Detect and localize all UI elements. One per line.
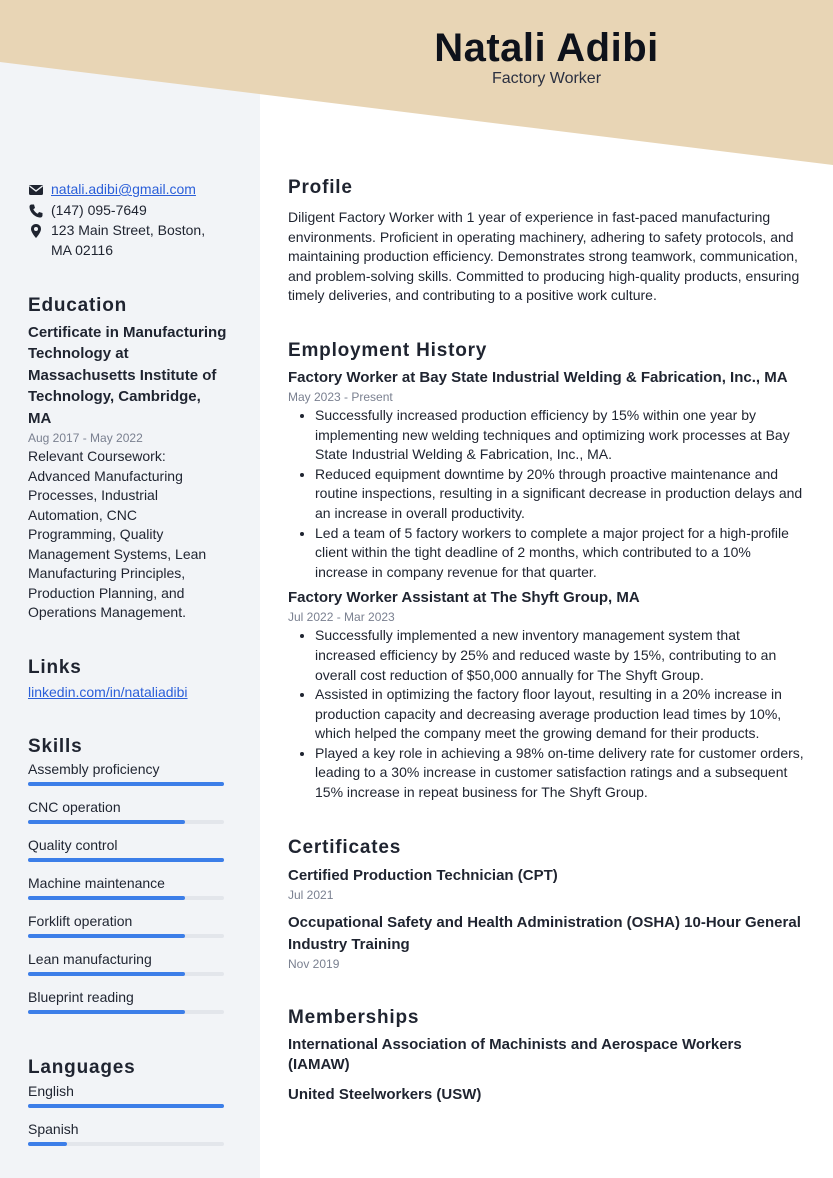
- contact-phone-row: [28, 201, 228, 221]
- skill-bar: [28, 896, 224, 900]
- memberships-heading: Memberships: [288, 1007, 420, 1029]
- profile-text: Diligent Factory Worker with 1 year of experience in fast-paced manufacturing environments. Proficient in operating machinery, adhering to safety protocols, and maintaining production efficiency. Demonstrates strong teamwork, communication, and problem-solving skills. Committed to producing high-quality products, ensuring timely deliveries, and contributing to a positive work culture.: [288, 209, 800, 304]
- links-list: [28, 683, 228, 703]
- skills-list: [28, 758, 228, 1024]
- job-bullet: • Successfully increased production efficiency by 15% within one year by implementing new welding techniques and optimizing work processes at Bay State Industrial Welding & Fabrication, Inc., MA.: [315, 406, 804, 465]
- language-bar: [28, 1104, 224, 1108]
- skill-label: Machine maintenance: [28, 875, 165, 891]
- skill-bar-fill: [28, 1010, 185, 1014]
- certificates-heading: Certificates: [288, 836, 402, 858]
- skill-label: CNC operation: [28, 799, 121, 815]
- links-heading: Links: [28, 656, 82, 678]
- skill-bar-fill: [28, 820, 185, 824]
- skill-item: [28, 986, 228, 1024]
- languages-list: [28, 1080, 228, 1156]
- skill-item: [28, 834, 228, 872]
- language-bar: [28, 1142, 224, 1146]
- skill-label: Assembly proficiency: [28, 761, 160, 777]
- language-bar-fill: [28, 1104, 224, 1108]
- skill-label: Lean manufacturing: [28, 951, 152, 967]
- skill-item: [28, 948, 228, 986]
- job-entry: [288, 368, 804, 582]
- education-heading: Education: [28, 295, 128, 316]
- language-item: [28, 1080, 228, 1118]
- skill-label: Blueprint reading: [28, 989, 134, 1005]
- education-dates: Aug 2017 - May 2022: [28, 431, 143, 445]
- certificate-name: Certified Production Technician (CPT): [288, 866, 558, 884]
- skill-bar-fill: [28, 934, 185, 938]
- job-bullet: • Reduced equipment downtime by 20% through proactive maintenance and routine inspections, resulting in a significant decrease in production delays and an increase in overall productivity.: [315, 465, 804, 524]
- job-entry: [288, 588, 804, 802]
- skill-bar-fill: [28, 972, 185, 976]
- phone-text: (147) 095-7649: [51, 201, 147, 218]
- job-bullets: [288, 406, 804, 582]
- education-description: Relevant Coursework: Advanced Manufacturing Processes, Industrial Automation, CNC Programming, Quality Management Systems, Lean Manufacturing Principles, Production Planning, and Operations Management.: [28, 448, 207, 620]
- skill-item: [28, 758, 228, 796]
- job-title: Factory Worker Assistant at The Shyft Group, MA: [288, 589, 640, 607]
- main-content: [288, 176, 804, 1115]
- skill-bar-fill: [28, 896, 185, 900]
- memberships-list: [288, 1035, 804, 1105]
- job-bullet: • Assisted in optimizing the factory floor layout, resulting in a 20% increase in production capacity and decreasing average production lead times by 10%, which helped the company meet the growing demand for their products.: [315, 685, 804, 744]
- education-degree: Certificate in Manufacturing Technology at Massachusetts Institute of Technology, Cambridge, MA: [28, 323, 227, 427]
- envelope-icon: [28, 182, 44, 198]
- certificate-date: Jul 2021: [288, 888, 334, 903]
- skill-bar: [28, 972, 224, 976]
- skill-bar: [28, 1010, 224, 1014]
- skill-bar: [28, 782, 224, 786]
- job-dates: May 2023 - Present: [288, 389, 393, 404]
- phone-icon: [28, 203, 44, 219]
- skill-bar: [28, 820, 224, 824]
- contact-email-row: [28, 180, 228, 200]
- skill-item: [28, 910, 228, 948]
- certificates-list: [288, 865, 804, 974]
- language-item: [28, 1118, 228, 1156]
- location-pin-icon: [28, 223, 44, 239]
- certificate-name: Occupational Safety and Health Administration (OSHA) 10-Hour General Industry Training: [288, 914, 801, 953]
- employment-heading: Employment History: [288, 339, 488, 361]
- jobs-list: [288, 368, 804, 803]
- job-bullet: • Played a key role in achieving a 98% on-time delivery rate for customer orders, leading to a 30% increase in customer satisfaction ratings and a subsequent 15% increase in repeat business for The Shyft Group.: [315, 744, 804, 803]
- language-label: English: [28, 1082, 74, 1099]
- skill-label: Quality control: [28, 837, 118, 853]
- membership-item: International Association of Machinists and Aerospace Workers (IAMAW): [288, 1036, 742, 1074]
- skill-item: [28, 796, 228, 834]
- certificate-date: Nov 2019: [288, 957, 340, 972]
- profile-heading: Profile: [288, 177, 353, 198]
- skill-item: [28, 872, 228, 910]
- languages-heading: Languages: [28, 1057, 136, 1078]
- job-dates: Jul 2022 - Mar 2023: [288, 610, 395, 625]
- certificate-entry: [288, 912, 804, 973]
- job-bullet: • Led a team of 5 factory workers to complete a major project for a high-profile client within the tight deadline of 2 months, which contributed to a 10% increase in company revenue for that quarter.: [315, 524, 804, 583]
- language-bar-fill: [28, 1142, 67, 1146]
- skill-bar-fill: [28, 782, 224, 786]
- contact-address-row: [28, 221, 228, 260]
- job-title: Factory Worker at Bay State Industrial Welding & Fabrication, Inc., MA: [288, 368, 788, 386]
- skills-heading: Skills: [28, 735, 83, 757]
- skill-label: Forklift operation: [28, 913, 133, 929]
- sidebar: [28, 180, 228, 1156]
- skill-bar: [28, 934, 224, 938]
- language-label: Spanish: [28, 1120, 79, 1137]
- job-bullet: • Successfully implemented a new inventory management system that increased efficiency by 25% and reduced waste by 15%, contributing to an overall cost reduction of $50,000 annually for The Shyft Group.: [315, 626, 804, 685]
- email-link[interactable]: natali.adibi@gmail.com: [51, 181, 196, 197]
- membership-item: United Steelworkers (USW): [288, 1086, 482, 1104]
- candidate-name: Natali Adibi: [434, 26, 659, 70]
- candidate-title: Factory Worker: [491, 70, 602, 87]
- skill-bar: [28, 858, 224, 862]
- job-bullets: [288, 626, 804, 802]
- certificate-entry: [288, 865, 804, 905]
- linkedin-link[interactable]: linkedin.com/in/nataliadibi: [28, 684, 188, 700]
- skill-bar-fill: [28, 858, 224, 862]
- address-text: 123 Main Street, Boston, MA 02116: [51, 222, 206, 258]
